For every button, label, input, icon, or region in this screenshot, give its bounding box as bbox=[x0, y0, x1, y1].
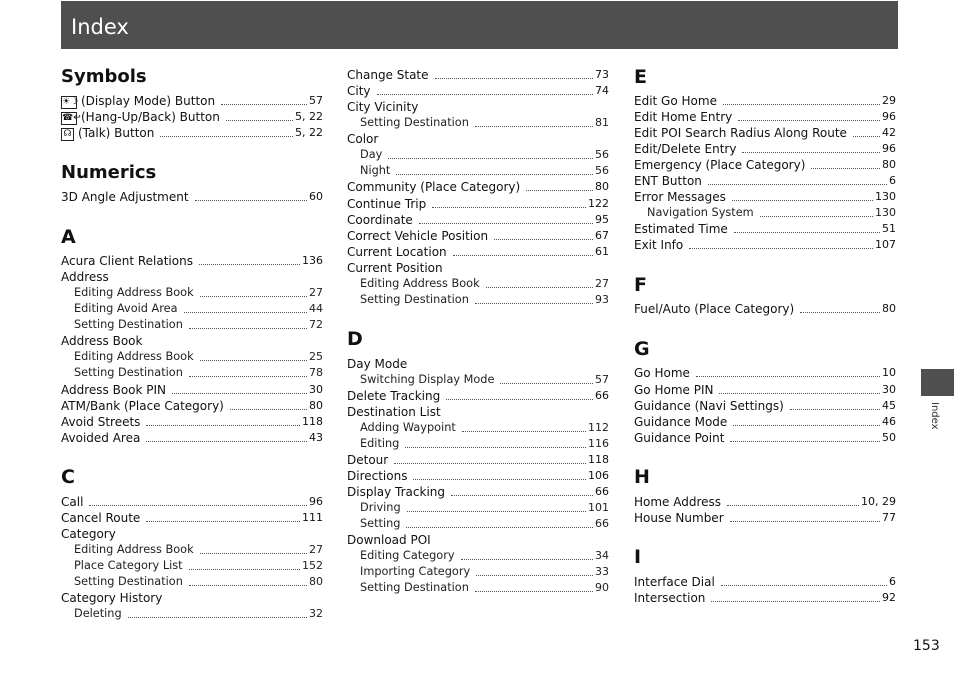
index-entry[interactable]: Avoided Area 43 bbox=[61, 431, 323, 445]
index-entry: Day Mode bbox=[347, 357, 408, 371]
index-entry: Destination List bbox=[347, 405, 441, 419]
index-subentry[interactable]: Editing Address Book 27 bbox=[74, 286, 323, 299]
index-subentry[interactable]: Editing Category 34 bbox=[360, 549, 609, 562]
index-entry[interactable]: Error Messages 130 bbox=[634, 190, 896, 204]
index-entry[interactable]: Correct Vehicle Position 67 bbox=[347, 229, 609, 243]
index-subentry[interactable]: Setting Destination 78 bbox=[74, 366, 323, 379]
index-subentry[interactable]: Setting Destination 81 bbox=[360, 116, 609, 129]
index-entry[interactable]: Edit Home Entry 96 bbox=[634, 110, 896, 124]
index-entry[interactable]: Home Address 10, 29 bbox=[634, 495, 896, 509]
index-entry[interactable]: Display Tracking 66 bbox=[347, 485, 609, 499]
section-heading-d: D bbox=[347, 328, 363, 350]
section-heading-e: E bbox=[634, 66, 647, 88]
title-bar bbox=[61, 1, 898, 49]
section-heading-f: F bbox=[634, 274, 647, 296]
index-entry[interactable]: Acura Client Relations 136 bbox=[61, 254, 323, 268]
index-subentry[interactable]: Night 56 bbox=[360, 164, 609, 177]
index-subentry[interactable]: Importing Category 33 bbox=[360, 565, 609, 578]
index-entry[interactable]: ENT Button 6 bbox=[634, 174, 896, 188]
index-entry[interactable]: Address Book PIN 30 bbox=[61, 383, 323, 397]
index-entry[interactable]: Go Home PIN 30 bbox=[634, 383, 896, 397]
index-subentry[interactable]: Navigation System 130 bbox=[647, 206, 896, 219]
index-subentry[interactable]: Setting Destination 93 bbox=[360, 293, 609, 306]
index-entry[interactable]: Community (Place Category) 80 bbox=[347, 180, 609, 194]
index-entry: Current Position bbox=[347, 261, 443, 275]
section-heading-i: I bbox=[634, 546, 642, 568]
index-entry[interactable]: Delete Tracking 66 bbox=[347, 389, 609, 403]
section-heading-numerics: Numerics bbox=[61, 162, 157, 183]
index-subentry[interactable]: Setting Destination 80 bbox=[74, 575, 323, 588]
index-subentry[interactable]: Day 56 bbox=[360, 148, 609, 161]
index-entry[interactable]: Guidance Point 50 bbox=[634, 431, 896, 445]
index-entry[interactable]: ☊ (Talk) Button 5, 22 bbox=[61, 125, 323, 141]
section-heading-symbols: Symbols bbox=[61, 66, 147, 87]
index-entry[interactable]: Edit Go Home 29 bbox=[634, 94, 896, 108]
index-entry[interactable]: Cancel Route 111 bbox=[61, 511, 323, 525]
index-entry[interactable]: Emergency (Place Category) 80 bbox=[634, 158, 896, 172]
index-entry: City Vicinity bbox=[347, 100, 419, 114]
index-entry[interactable]: Change State 73 bbox=[347, 68, 609, 82]
index-entry[interactable]: Guidance (Navi Settings) 45 bbox=[634, 399, 896, 413]
index-entry[interactable]: Intersection 92 bbox=[634, 591, 896, 605]
index-entry[interactable]: Directions 106 bbox=[347, 469, 609, 483]
page-title: Index bbox=[71, 15, 129, 39]
index-subentry[interactable]: Driving 101 bbox=[360, 501, 609, 514]
section-heading-h: H bbox=[634, 466, 650, 488]
index-entry[interactable]: Call 96 bbox=[61, 495, 323, 509]
index-entry[interactable]: Current Location 61 bbox=[347, 245, 609, 259]
index-subentry[interactable]: Editing Address Book 25 bbox=[74, 350, 323, 363]
index-subentry[interactable]: Editing Address Book 27 bbox=[360, 277, 609, 290]
index-entry: Address Book bbox=[61, 334, 143, 348]
section-heading-g: G bbox=[634, 338, 650, 360]
index-entry[interactable]: Coordinate 95 bbox=[347, 213, 609, 227]
index-entry[interactable]: ATM/Bank (Place Category) 80 bbox=[61, 399, 323, 413]
index-entry[interactable]: Fuel/Auto (Place Category) 80 bbox=[634, 302, 896, 316]
index-tab-marker bbox=[921, 369, 954, 396]
index-subentry[interactable]: Editing Avoid Area 44 bbox=[74, 302, 323, 315]
index-entry[interactable]: ☀☽ (Display Mode) Button 57 bbox=[62, 94, 323, 108]
index-subentry[interactable]: Editing 116 bbox=[360, 437, 609, 450]
index-entry[interactable]: 3D Angle Adjustment 60 bbox=[61, 190, 323, 204]
index-subentry[interactable]: Setting 66 bbox=[360, 517, 609, 530]
index-subentry[interactable]: Switching Display Mode 57 bbox=[360, 373, 609, 386]
index-entry[interactable]: Interface Dial 6 bbox=[634, 575, 896, 589]
index-entry[interactable]: Guidance Mode 46 bbox=[634, 415, 896, 429]
index-entry[interactable]: Exit Info 107 bbox=[634, 238, 896, 252]
index-subentry[interactable]: Deleting 32 bbox=[74, 607, 323, 620]
index-entry[interactable]: Edit/Delete Entry 96 bbox=[634, 142, 896, 156]
display-mode-icon: ☀☽ bbox=[62, 97, 79, 107]
index-entry[interactable]: Detour 118 bbox=[347, 453, 609, 467]
index-entry[interactable]: Go Home 10 bbox=[634, 366, 896, 380]
section-heading-c: C bbox=[61, 466, 75, 488]
hang-up-back-icon: ☎↩ bbox=[62, 113, 81, 123]
index-entry: Category History bbox=[61, 591, 163, 605]
index-subentry[interactable]: Editing Address Book 27 bbox=[74, 543, 323, 556]
index-subentry[interactable]: Place Category List 152 bbox=[74, 559, 323, 572]
index-entry: Address bbox=[61, 270, 109, 284]
index-entry: Category bbox=[61, 527, 116, 541]
index-subentry[interactable]: Setting Destination 72 bbox=[74, 318, 323, 331]
index-entry[interactable]: Continue Trip 122 bbox=[347, 197, 609, 211]
index-entry[interactable]: City 74 bbox=[347, 84, 609, 98]
index-entry[interactable]: Estimated Time 51 bbox=[634, 222, 896, 236]
page-number: 153 bbox=[913, 638, 940, 654]
index-entry[interactable]: Edit POI Search Radius Along Route 42 bbox=[634, 126, 896, 140]
index-entry[interactable]: House Number 77 bbox=[634, 511, 896, 525]
index-entry[interactable]: Avoid Streets 118 bbox=[61, 415, 323, 429]
section-heading-a: A bbox=[61, 226, 76, 248]
talk-icon: ☊ bbox=[61, 128, 74, 141]
index-entry: Color bbox=[347, 132, 379, 146]
index-entry[interactable]: ☎↩ (Hang-Up/Back) Button 5, 22 bbox=[62, 110, 323, 124]
index-tab-label: Index bbox=[929, 402, 940, 430]
index-subentry[interactable]: Adding Waypoint 112 bbox=[360, 421, 609, 434]
index-entry: Download POI bbox=[347, 533, 431, 547]
index-subentry[interactable]: Setting Destination 90 bbox=[360, 581, 609, 594]
